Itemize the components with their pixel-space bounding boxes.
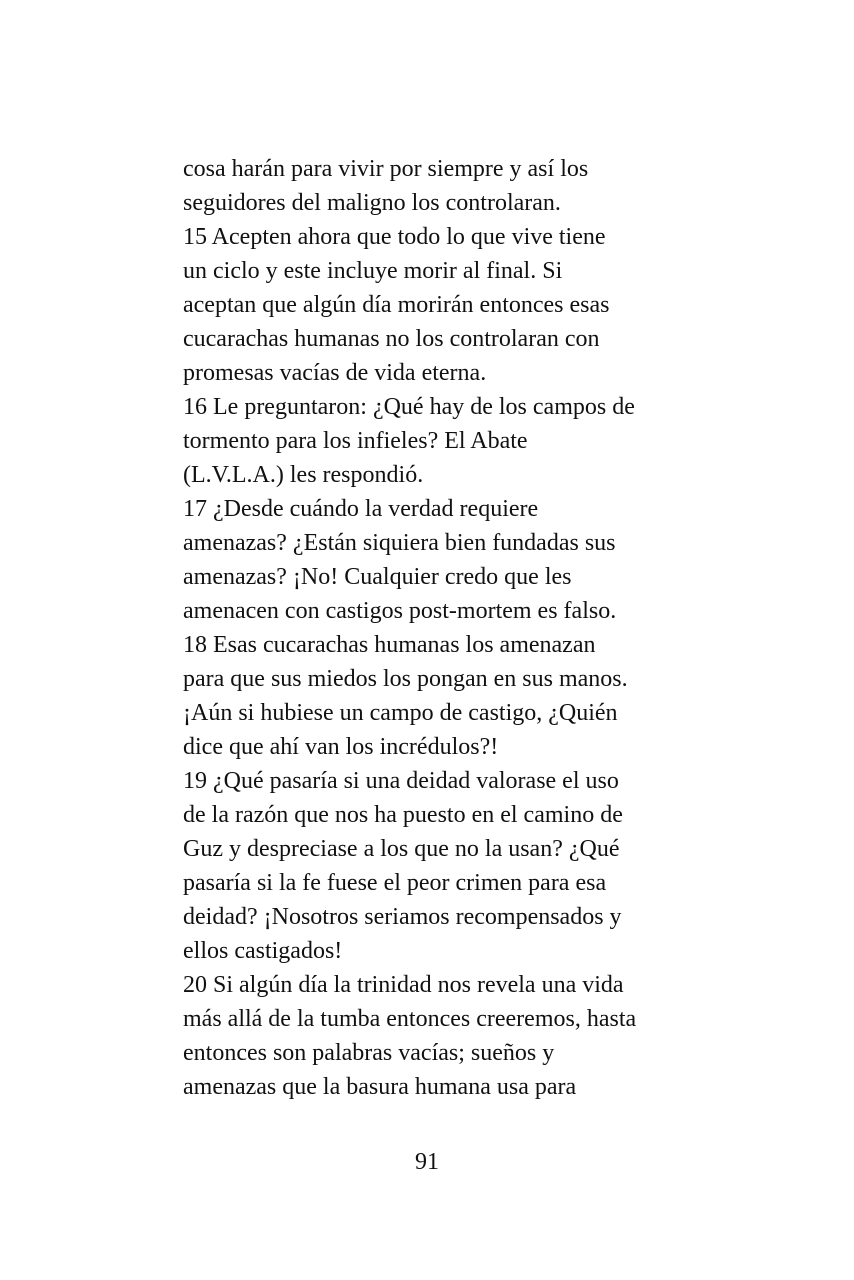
body-text — [183, 152, 683, 1104]
text-line: cucarachas humanas no los controlaran con — [183, 326, 600, 352]
text-line: 16 Le preguntaron: ¿Qué hay de los campos de — [183, 394, 635, 420]
text-line: 20 Si algún día la trinidad nos revela una vida — [183, 972, 624, 998]
text-line: Guz y despreciase a los que no la usan? ¿Qué — [183, 836, 620, 862]
text-line: entonces son palabras vacías; sueños y — [183, 1040, 555, 1066]
text-line: promesas vacías de vida eterna. — [183, 360, 487, 386]
text-line: ¡Aún si hubiese un campo de castigo, ¿Quién — [183, 700, 618, 726]
text-line: amenacen con castigos post-mortem es falso. — [183, 598, 617, 624]
text-line: tormento para los infieles? El Abate — [183, 428, 528, 454]
text-line: dice que ahí van los incrédulos?! — [183, 734, 499, 760]
text-line: 15 Acepten ahora que todo lo que vive tiene — [183, 224, 606, 250]
text-line: amenazas? ¿Están siquiera bien fundadas sus — [183, 530, 616, 556]
text-line: ellos castigados! — [183, 938, 343, 964]
text-line: deidad? ¡Nosotros seriamos recompensados y — [183, 904, 622, 930]
page-number: 91 — [415, 1149, 439, 1175]
text-line: aceptan que algún día morirán entonces esas — [183, 292, 610, 318]
text-line: amenazas que la basura humana usa para — [183, 1074, 577, 1100]
text-line: cosa harán para vivir por siempre y así los — [183, 156, 589, 182]
text-line: de la razón que nos ha puesto en el camino de — [183, 802, 623, 828]
text-line: un ciclo y este incluye morir al final. Si — [183, 258, 563, 284]
text-line: amenazas? ¡No! Cualquier credo que les — [183, 564, 572, 590]
text-line: más allá de la tumba entonces creeremos, hasta — [183, 1006, 637, 1032]
text-line: 19 ¿Qué pasaría si una deidad valorase el uso — [183, 768, 619, 794]
text-line: 17 ¿Desde cuándo la verdad requiere — [183, 496, 539, 522]
text-line: 18 Esas cucarachas humanas los amenazan — [183, 632, 596, 658]
text-line: (L.V.L.A.) les respondió. — [183, 462, 424, 488]
text-line: seguidores del maligno los controlaran. — [183, 190, 561, 216]
text-line: pasaría si la fe fuese el peor crimen para esa — [183, 870, 607, 896]
text-line: para que sus miedos los pongan en sus manos. — [183, 666, 628, 692]
